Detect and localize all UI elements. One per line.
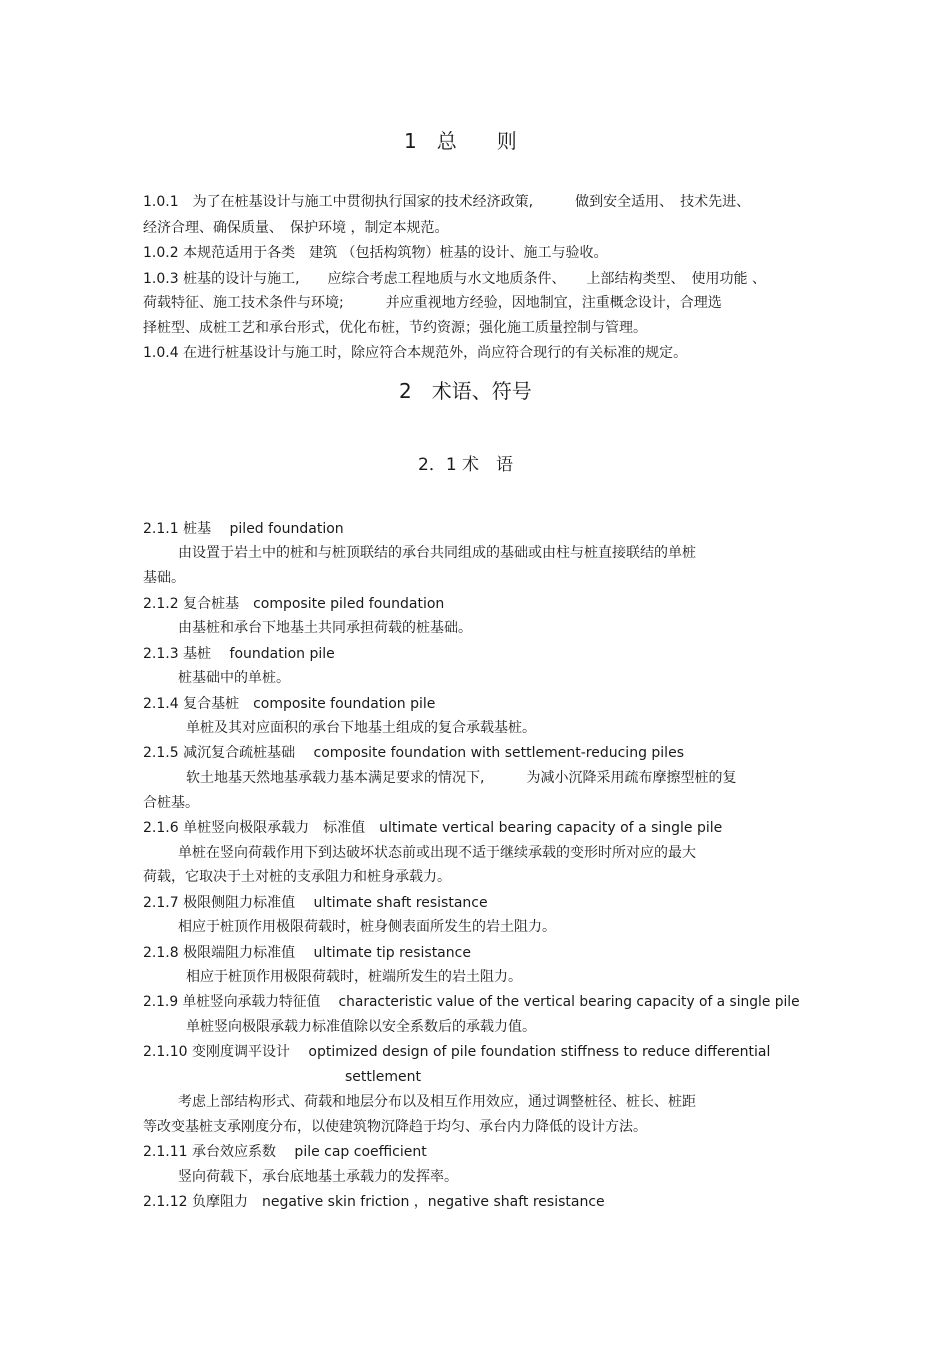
term-2-1-5-def-line-2: 合桩基。 bbox=[143, 795, 199, 811]
clause-1-0-4: 1.0.4 在进行桩基设计与施工时，除应符合本规范外，尚应符合现行的有关标准的规定。 bbox=[143, 345, 688, 361]
term-2-1-4-heading: 2.1.4 复合基桩 composite foundation pile bbox=[143, 696, 436, 712]
term-2-1-11-def: 竖向荷载下，承台底地基土承载力的发挥率。 bbox=[178, 1169, 458, 1185]
chapter-1-title: 1 总 则 bbox=[404, 129, 517, 153]
term-2-1-7-def: 相应于桩顶作用极限荷载时，桩身侧表面所发生的岩土阻力。 bbox=[178, 919, 556, 935]
term-2-1-7-heading: 2.1.7 极限侧阻力标准值 ultimate shaft resistance bbox=[143, 895, 488, 911]
term-2-1-8-heading: 2.1.8 极限端阻力标准值 ultimate tip resistance bbox=[143, 945, 471, 961]
term-2-1-6-def-line-1: 单桩在竖向荷载作用下到达破坏状态前或出现不适于继续承载的变形时所对应的最大 bbox=[178, 845, 696, 861]
term-2-1-5-heading: 2.1.5 减沉复合疏桩基础 composite foundation with settlement-reducing piles bbox=[143, 745, 684, 761]
term-2-1-9-heading: 2.1.9 单桩竖向承载力特征值 characteristic value of the vertical bearing capacity of a single pile bbox=[143, 994, 800, 1010]
clause-1-0-3-line-3: 择桩型、成桩工艺和承台形式，优化布桩，节约资源；强化施工质量控制与管理。 bbox=[143, 320, 647, 336]
term-2-1-6-heading: 2.1.6 单桩竖向极限承载力 标准值 ultimate vertical bearing capacity of a single pile bbox=[143, 820, 723, 836]
term-2-1-11-heading: 2.1.11 承台效应系数 pile cap coefficient bbox=[143, 1144, 427, 1160]
term-2-1-5-def-line-1: 软土地基天然地基承载力基本满足要求的情况下, 为减小沉降采用疏布摩擦型桩的复 bbox=[186, 770, 737, 786]
clause-1-0-3-line-1: 1.0.3 桩基的设计与施工, 应综合考虑工程地质与水文地质条件、 上部结构类型、 使用功能 、 bbox=[143, 271, 766, 287]
section-2-1-title: 2．1 术 语 bbox=[418, 455, 514, 475]
term-2-1-10-heading-cont: settlement bbox=[345, 1069, 422, 1085]
term-2-1-10-heading: 2.1.10 变刚度调平设计 optimized design of pile foundation stiffness to reduce differential bbox=[143, 1044, 771, 1060]
chapter-2-title: 2 术语、符号 bbox=[399, 379, 532, 403]
term-2-1-8-def: 相应于桩顶作用极限荷载时，桩端所发生的岩土阻力。 bbox=[186, 969, 522, 985]
clause-1-0-3-line-2: 荷载特征、施工技术条件与环境; 并应重视地方经验，因地制宜，注重概念设计，合理选 bbox=[143, 295, 722, 311]
term-2-1-3-def: 桩基础中的单桩。 bbox=[178, 670, 290, 686]
clause-1-0-2: 1.0.2 本规范适用于各类 建筑 （包括构筑物）桩基的设计、施工与验收。 bbox=[143, 245, 608, 261]
term-2-1-10-def-line-1: 考虑上部结构形式、荷载和地层分布以及相互作用效应，通过调整桩径、桩长、桩距 bbox=[178, 1094, 696, 1110]
term-2-1-2-heading: 2.1.2 复合桩基 composite piled foundation bbox=[143, 596, 445, 612]
term-2-1-1-def-line-1: 由设置于岩土中的桩和与桩顶联结的承台共同组成的基础或由柱与桩直接联结的单桩 bbox=[178, 545, 696, 561]
clause-1-0-1-line-2: 经济合理、确保质量、 保护环境 ，制定本规范。 bbox=[143, 220, 449, 236]
term-2-1-6-def-line-2: 荷载，它取决于土对桩的支承阻力和桩身承载力。 bbox=[143, 869, 451, 885]
term-2-1-3-heading: 2.1.3 基桩 foundation pile bbox=[143, 646, 335, 662]
clause-1-0-1-line-1: 1.0.1 为了在桩基设计与施工中贯彻执行国家的技术经济政策, 做到安全适用、 技术先进、 bbox=[143, 194, 751, 210]
term-2-1-4-def: 单桩及其对应面积的承台下地基土组成的复合承载基桩。 bbox=[186, 720, 536, 736]
term-2-1-12-heading: 2.1.12 负摩阻力 negative skin friction ，negative shaft resistance bbox=[143, 1194, 605, 1210]
term-2-1-9-def: 单桩竖向极限承载力标准值除以安全系数后的承载力值。 bbox=[186, 1019, 536, 1035]
term-2-1-1-def-line-2: 基础。 bbox=[143, 570, 185, 586]
term-2-1-2-def: 由基桩和承台下地基土共同承担荷载的桩基础。 bbox=[178, 620, 472, 636]
term-2-1-1-heading: 2.1.1 桩基 piled foundation bbox=[143, 521, 344, 537]
term-2-1-10-def-line-2: 等改变基桩支承刚度分布，以使建筑物沉降趋于均匀、承台内力降低的设计方法。 bbox=[143, 1119, 647, 1135]
